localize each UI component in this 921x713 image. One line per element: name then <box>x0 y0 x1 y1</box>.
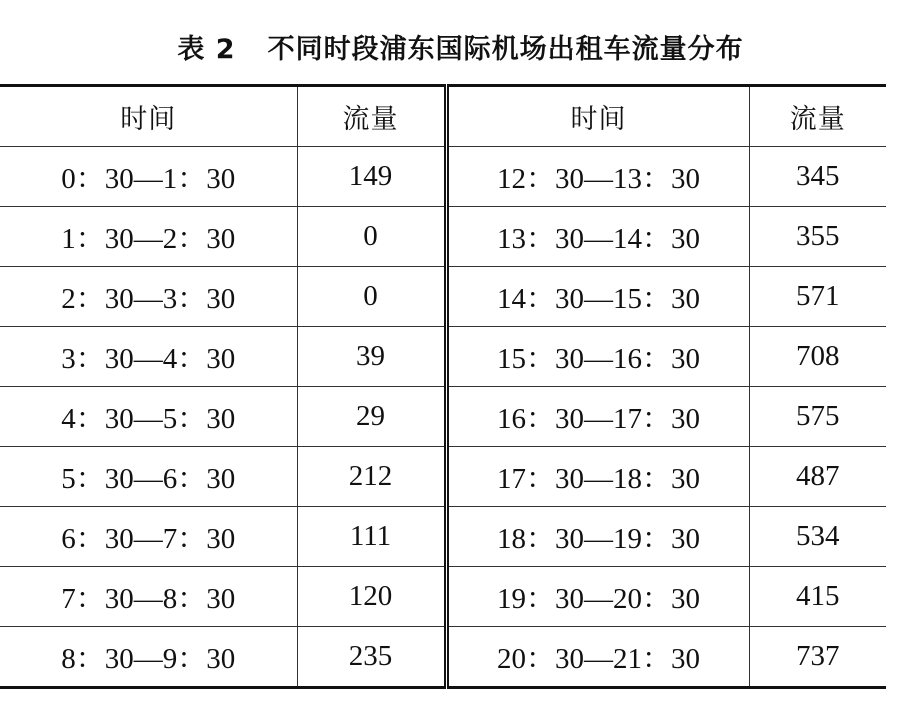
flow-cell-right: 355 <box>749 207 886 267</box>
time-cell-left: 8：30—9：30 <box>0 627 297 688</box>
time-cell-left: 6：30—7：30 <box>0 507 297 567</box>
flow-cell-left: 235 <box>297 627 446 688</box>
table-row <box>0 507 886 567</box>
time-cell-left: 3：30—4：30 <box>0 327 297 387</box>
flow-cell-left: 0 <box>297 207 446 267</box>
table-caption <box>0 30 921 70</box>
flow-cell-right: 708 <box>749 327 886 387</box>
flow-cell-right: 415 <box>749 567 886 627</box>
time-cell-left: 0：30—1：30 <box>0 147 297 207</box>
time-cell-right: 18：30—19：30 <box>446 507 749 567</box>
flow-cell-left: 111 <box>297 507 446 567</box>
time-cell-left: 2：30—3：30 <box>0 267 297 327</box>
header-row <box>0 86 886 147</box>
flow-cell-left: 212 <box>297 447 446 507</box>
flow-cell-left: 149 <box>297 147 446 207</box>
time-cell-right: 19：30—20：30 <box>446 567 749 627</box>
flow-cell-right: 737 <box>796 640 840 672</box>
time-cell-left: 5：30—6：30 <box>0 447 297 507</box>
time-cell-right: 17：30—18：30 <box>446 447 749 507</box>
table-row <box>0 327 886 387</box>
flow-cell-left: 120 <box>297 567 446 627</box>
flow-cell-right: 534 <box>749 507 886 567</box>
time-cell-left: 7：30—8：30 <box>0 567 297 627</box>
table-row <box>0 147 886 207</box>
table-row <box>0 267 886 327</box>
table-row <box>0 567 886 627</box>
time-cell-right: 13：30—14：30 <box>446 207 749 267</box>
time-cell-right: 15：30—16：30 <box>446 327 749 387</box>
table-row <box>0 207 886 267</box>
flow-cell-left: 39 <box>297 327 446 387</box>
table-row <box>0 627 886 688</box>
flow-cell-right: 575 <box>749 387 886 447</box>
table-row <box>0 447 886 507</box>
header-time-right: 时间 <box>446 86 749 147</box>
time-cell-right: 14：30—15：30 <box>446 267 749 327</box>
header-time-left: 时间 <box>0 86 297 147</box>
time-cell-right: 20：30—21：30 <box>446 627 749 688</box>
header-flow-right: 流量 <box>749 86 886 147</box>
time-cell-right: 12：30—13：30 <box>446 147 749 207</box>
table-number: 表 2 <box>177 34 236 65</box>
flow-cell-left: 0 <box>297 267 446 327</box>
flow-cell-right: 571 <box>749 267 886 327</box>
table-title: 不同时段浦东国际机场出租车流量分布 <box>267 34 744 65</box>
time-cell-right: 16：30—17：30 <box>446 387 749 447</box>
flow-cell-left: 29 <box>297 387 446 447</box>
table-row <box>0 387 886 447</box>
flow-cell-right: 487 <box>749 447 886 507</box>
time-cell-left: 4：30—5：30 <box>0 387 297 447</box>
flow-cell-right: 345 <box>749 147 886 207</box>
time-cell-left: 1：30—2：30 <box>0 207 297 267</box>
taxi-flow-table <box>0 84 886 689</box>
header-flow-left: 流量 <box>297 86 446 147</box>
